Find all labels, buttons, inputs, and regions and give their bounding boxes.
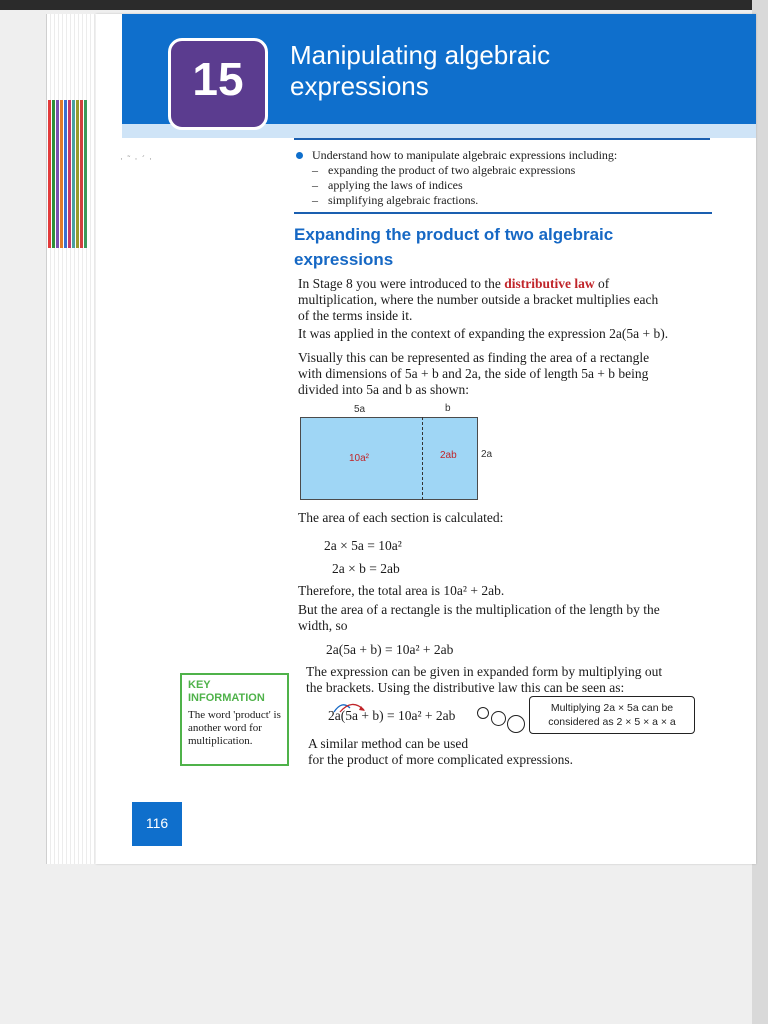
total-area-sentence: Therefore, the total area is 10a² + 2ab. [298,583,505,598]
thought-bubble: Multiplying 2a × 5a can be considered as 2 × 5 × a × a [529,696,695,734]
chapter-title-line1: Manipulating algebraic [290,40,551,70]
section-heading: Expanding the product of two algebraic expressions [294,225,614,269]
equation-1: 2a(5a + b) = 10a² + 2ab [326,642,454,657]
objectives-bottom-rule [294,212,712,214]
diagram-label-5a: 5a [354,404,366,415]
calc-line-1: 2a × 5a = 10a² [324,538,402,553]
diagram-label-b: b [445,403,451,414]
pencil-scribble: · ˜ · ´ · [120,154,153,164]
chapter-title [290,40,690,102]
color-tab-markers [48,100,96,248]
paragraph-distributive-law: In Stage 8 you were introduced to the distributive law of multiplication, where the number outside a bracket multiplies each of the terms inside it. [298,276,659,323]
paragraph-similar-method: A similar method can be used for the product of more complicated expressions. [308,736,574,767]
calc-intro: The area of each section is calculated: [298,510,504,525]
calc-line-2: 2a × b = 2ab [332,561,400,576]
key-information-text: The word 'product' is another word for multiplication. [188,709,281,747]
key-information-box [180,673,289,766]
learning-objectives [296,148,706,208]
area-label-10a2: 10a² [349,453,370,464]
objective-main: Understand how to manipulate algebraic expressions including: [296,148,706,163]
key-information-title: KEY INFORMATION [188,679,265,704]
equation-2: 2a(5a + b) = 10a² + 2ab [328,708,456,723]
diagram-label-2a: 2a [481,449,493,460]
area-label-2ab: 2ab [440,450,457,461]
thought-circle-large [507,715,525,733]
paragraph-context: It was applied in the context of expanding the expression 2a(5a + b). [298,326,669,341]
thought-circle-small [477,707,489,719]
chapter-number: 15 [192,53,244,105]
paragraph-visual: Visually this can be represented as finding the area of a rectangle with dimensions of 5a + b and 2a, the side of length 5a + b being divided into 5a and b as shown: [298,350,650,397]
highlight-distributive-law: distributive law [504,276,595,291]
scan-top-edge [0,0,768,10]
objective-sub-3: – simplifying algebraic fractions. [312,193,479,207]
page-number: 116 [145,815,169,831]
objective-sub-2: – applying the laws of indices [312,178,463,192]
objective-sub-1: – expanding the product of two algebraic expressions [312,163,576,177]
paragraph-rectangle-area: But the area of a rectangle is the multiplication of the length by the width, so [298,602,660,633]
objectives-top-rule [294,138,710,140]
thought-circle-medium [491,711,506,726]
paragraph-expanded-form: The expression can be given in expanded form by multiplying out the brackets. Using the distributive law this can be seen as: [306,664,663,695]
rectangle-divider [422,417,423,500]
chapter-title-line2: expressions [290,71,429,101]
